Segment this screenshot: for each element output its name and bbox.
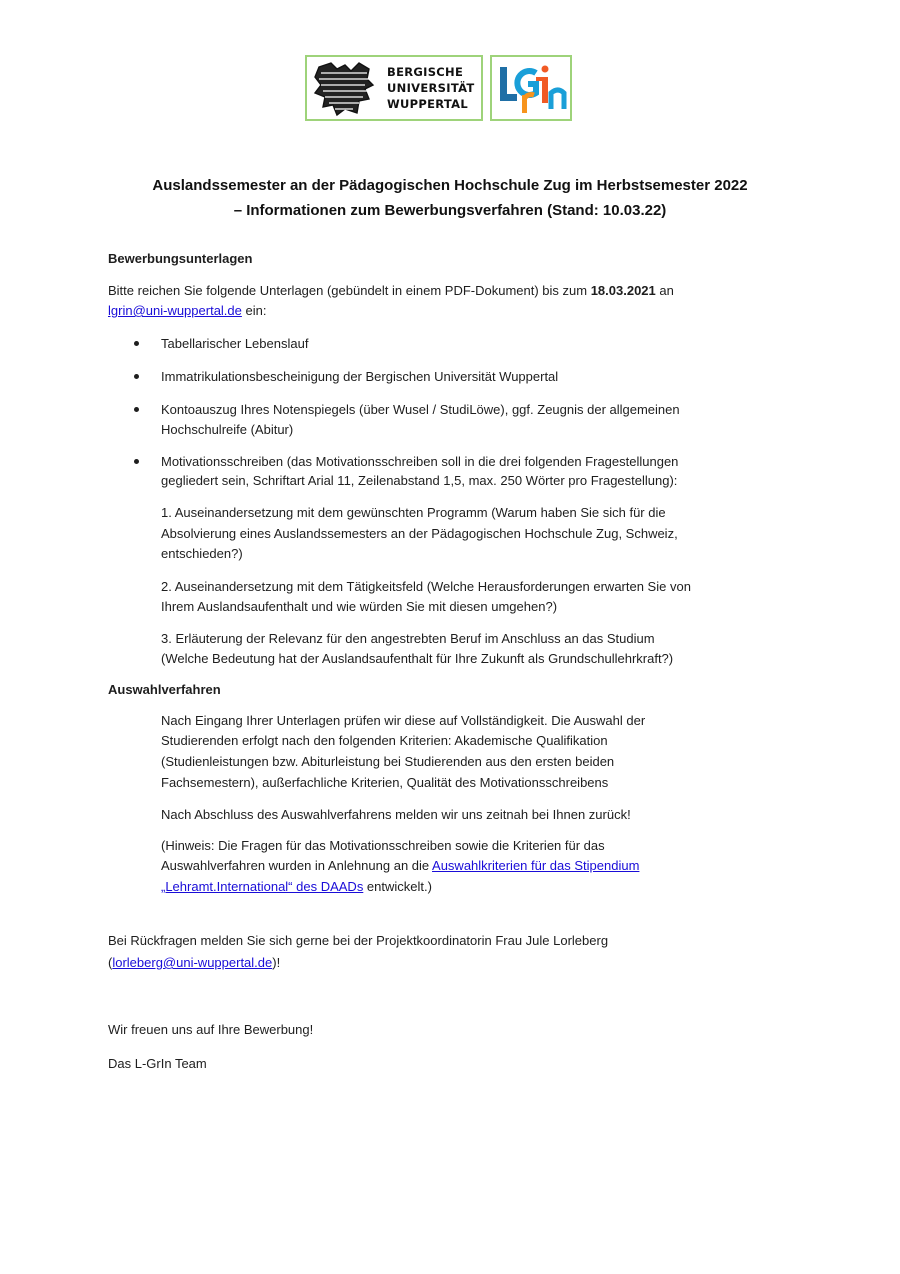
question-2: 2. Auseinandersetzung mit dem Tätigkeitsfeld (Welche Herausforderungen erwarten Sie von: [161, 579, 691, 594]
bullet-icon: [134, 407, 139, 412]
question-1-continued: Absolvierung eines Auslandssemesters an der Pädagogischen Hochschule Zug, Schweiz,: [161, 526, 678, 541]
bullet-icon: [134, 374, 139, 379]
university-name-line: BERGISCHE: [387, 65, 464, 79]
university-name: [387, 64, 475, 112]
daad-criteria-link[interactable]: Auswahlkriterien für das Stipendium: [432, 858, 640, 873]
lgrin-email-link[interactable]: lgrin@uni-wuppertal.de: [108, 303, 242, 318]
wuppertal-lion-icon: [311, 59, 377, 117]
university-name-line: WUPPERTAL: [387, 97, 468, 111]
university-name-line: UNIVERSITÄT: [387, 81, 475, 95]
selection-paragraph: Fachsemestern), außerfachliche Kriterien, Qualität des Motivationsschreibens: [161, 775, 609, 790]
section-heading-bewerbungsunterlagen: Bewerbungsunterlagen: [108, 251, 253, 266]
closing-greeting: Wir freuen uns auf Ihre Bewerbung!: [108, 1022, 314, 1037]
question-3: 3. Erläuterung der Relevanz für den angestrebten Beruf im Anschluss an das Studium: [161, 631, 655, 646]
question-3-continued: (Welche Bedeutung hat der Auslandsaufenthalt für Ihre Zukunft als Grundschullehrkraft?): [161, 651, 674, 666]
contact-email-line: [108, 953, 280, 973]
list-item-continued: Hochschulreife (Abitur): [161, 422, 294, 437]
hint-text: [161, 877, 432, 897]
closing-signature: Das L-GrIn Team: [108, 1056, 207, 1071]
contact-text: Bei Rückfragen melden Sie sich gerne bei der Projektkoordinatorin Frau Jule Lorleberg: [108, 933, 609, 948]
deadline-date: 18.03.2021: [590, 283, 656, 298]
list-item: Immatrikulationsbescheinigung der Bergischen Universität Wuppertal: [161, 369, 559, 384]
question-2-continued: Ihrem Auslandsaufenthalt und wie würden Sie mit diesen umgehen?): [161, 599, 558, 614]
lgrin-logo-graphic: [492, 57, 570, 119]
question-1-continued: entschieden?): [161, 546, 243, 561]
header-logos: [305, 55, 572, 123]
daad-criteria-link[interactable]: „Lehramt.International“ des DAADs: [161, 879, 364, 894]
paren-close: )!: [272, 955, 281, 970]
intro-after: an: [655, 283, 674, 298]
section-heading-auswahlverfahren: Auswahlverfahren: [108, 682, 221, 697]
selection-paragraph: (Studienleistungen bzw. Abiturleistung bei Studierenden aus den ersten beiden: [161, 754, 615, 769]
lgrin-logo: [490, 55, 572, 121]
intro-email-line: [108, 301, 266, 321]
university-logo: [305, 55, 483, 121]
paren-open: (: [108, 955, 113, 970]
bullet-icon: [134, 459, 139, 464]
hint-text: (Hinweis: Die Fragen für das Motivationsschreiben sowie die Kriterien für das: [161, 838, 605, 853]
list-item: Tabellarischer Lebenslauf: [161, 336, 309, 351]
list-item-continued: gegliedert sein, Schriftart Arial 11, Zeilenabstand 1,5, max. 250 Wörter pro Fragestellung):: [161, 473, 678, 488]
intro-text: [108, 281, 674, 301]
hint-after-link: entwickelt.): [363, 879, 432, 894]
page-title: [0, 173, 900, 223]
selection-followup: Nach Abschluss des Auswahlverfahrens melden wir uns zeitnah bei Ihnen zurück!: [161, 807, 631, 822]
hint-before-link: Auswahlverfahren wurden in Anlehnung an die: [161, 858, 433, 873]
bullet-icon: [134, 341, 139, 346]
selection-paragraph: Studierenden erfolgt nach den folgenden Kriterien: Akademische Qualifikation: [161, 733, 608, 748]
title-line-1: Auslandssemester an der Pädagogischen Hochschule Zug im Herbstsemester 2022: [152, 177, 748, 194]
list-item: Motivationsschreiben (das Motivationsschreiben soll in die drei folgenden Fragestellungen: [161, 454, 679, 469]
hint-text: [161, 856, 639, 876]
question-1: 1. Auseinandersetzung mit dem gewünschten Programm (Warum haben Sie sich für die: [161, 505, 666, 520]
selection-paragraph: Nach Eingang Ihrer Unterlagen prüfen wir diese auf Vollständigkeit. Die Auswahl der: [161, 713, 646, 728]
title-line-2: – Informationen zum Bewerbungsverfahren (Stand: 10.03.22): [233, 202, 667, 219]
list-item: Kontoauszug Ihres Notenspiegels (über Wusel / StudiLöwe), ggf. Zeugnis der allgemeinen: [161, 402, 680, 417]
lorleberg-email-link[interactable]: lorleberg@uni-wuppertal.de: [112, 955, 273, 970]
intro-before: Bitte reichen Sie folgende Unterlagen (gebündelt in einem PDF-Dokument) bis zum: [108, 283, 591, 298]
intro-email-after: ein:: [241, 303, 267, 318]
